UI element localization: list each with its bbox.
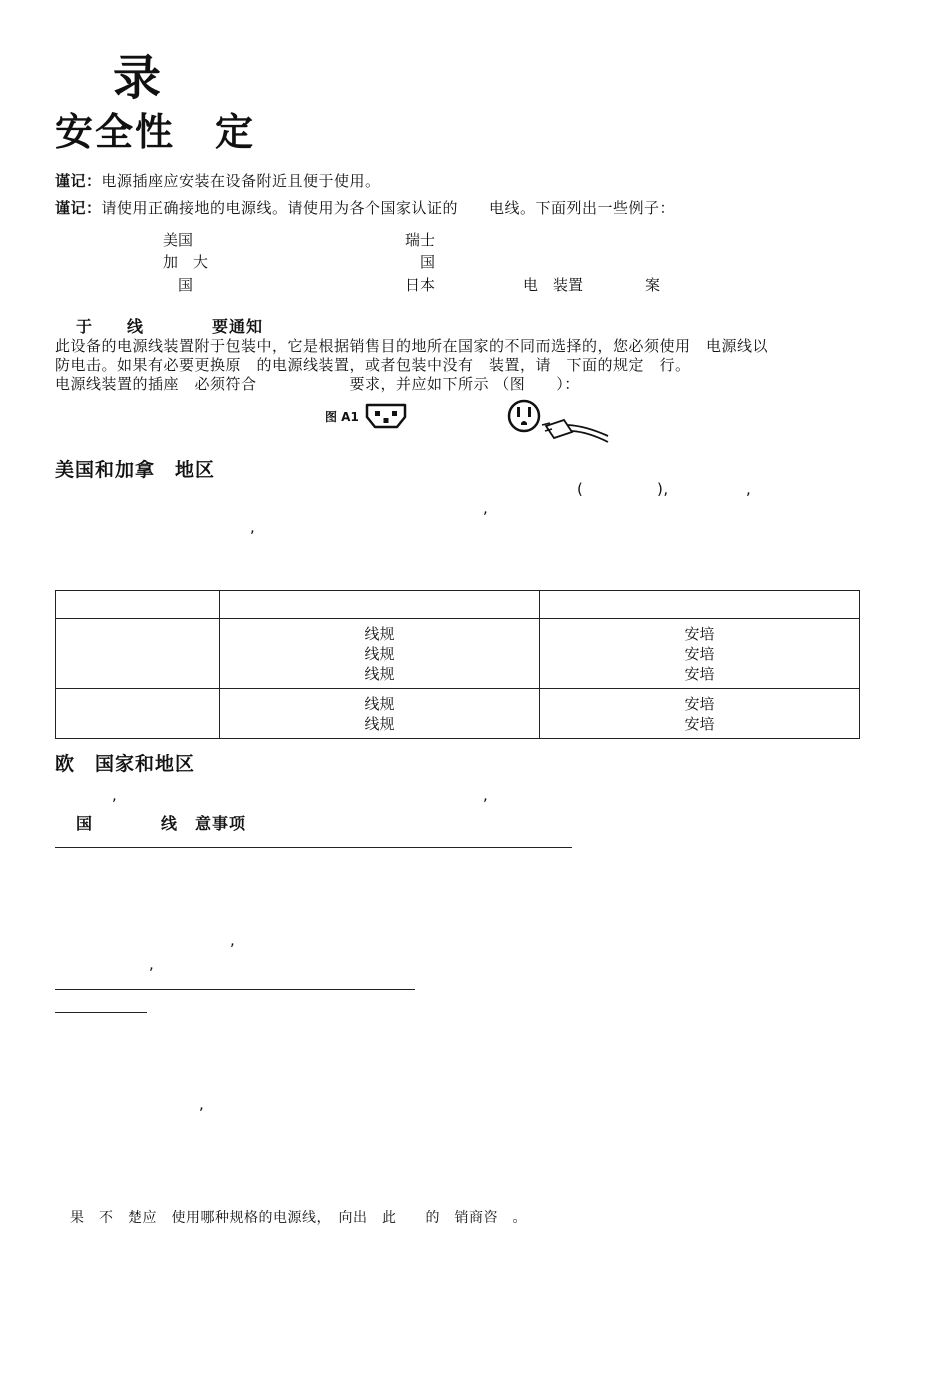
- iec-socket-icon: [364, 402, 408, 430]
- table-header-cell: [220, 591, 540, 619]
- us-comma-1: ,: [746, 480, 752, 498]
- ampere-value: 安培: [684, 714, 715, 733]
- power-notice-line-1: 此设备的电源线装置附于包装中，它是根据销售目的地所在国家的不同而选择的，您必须使用 电源线以: [55, 337, 769, 355]
- footer-note: 果 不 楚应 使用哪种规格的电源线， 向出 此 的 销商咨 。: [70, 1210, 527, 1226]
- note-2: [55, 197, 675, 218]
- table-row: [56, 619, 860, 689]
- table-row: [56, 689, 860, 739]
- table-header-cell: [56, 591, 220, 619]
- divider-line-short: [55, 1012, 147, 1013]
- ampere-value: 安培: [684, 694, 715, 713]
- country-left-2: 加 大: [163, 253, 209, 271]
- europe-comma-2: ,: [483, 786, 489, 804]
- power-notice-heading: 于 线 要通知: [76, 317, 264, 336]
- misc-comma-1: ,: [230, 931, 236, 949]
- country-right-3: 日本: [405, 276, 436, 294]
- gauge-value: 线规: [364, 664, 395, 683]
- power-notice-line-3: 电源线装置的插座 必须符合 要求，并应如下所示 （图 ）：: [55, 375, 580, 393]
- note-2-label: 谨记：: [55, 199, 102, 217]
- country-extra-1: 电 装置: [523, 276, 584, 294]
- ampere-value: 安培: [684, 624, 715, 643]
- table-cell-ampere: [540, 619, 860, 689]
- europe-heading: 欧 国家和地区: [55, 753, 196, 775]
- table-cell-gauge: [220, 689, 540, 739]
- cord-spec-table: [55, 590, 860, 739]
- misc-comma-3: ,: [199, 1095, 205, 1113]
- country-left-1: 美国: [163, 231, 194, 249]
- europe-sub-heading: 国 线 意事项: [76, 814, 247, 833]
- misc-comma-2: ,: [149, 955, 155, 973]
- europe-comma-1: ,: [112, 786, 118, 804]
- ampere-value: 安培: [684, 664, 715, 683]
- table-cell-ampere: [540, 689, 860, 739]
- section-divider: [55, 847, 572, 848]
- table-header-cell: [540, 591, 860, 619]
- note-1: [55, 170, 381, 191]
- gauge-value: 线规: [364, 624, 395, 643]
- country-right-2: 国: [405, 253, 436, 271]
- note-1-text: 电源插座应安装在设备附近且便于使用。: [101, 172, 381, 190]
- us-paren-open: (: [577, 480, 584, 498]
- gauge-value: 线规: [364, 714, 395, 733]
- table-cell-gauge: [220, 619, 540, 689]
- divider-line: [55, 989, 415, 990]
- figure-label: 图 A1: [325, 410, 359, 424]
- table-cell: [56, 689, 220, 739]
- country-left-3: 国: [163, 276, 194, 294]
- us-comma-3: ,: [250, 518, 256, 536]
- table-cell: [56, 619, 220, 689]
- us-paren-close: ),: [657, 480, 669, 498]
- note-2-text: 请使用正确接地的电源线。请使用为各个国家认证的 电线。下面列出一些例子：: [101, 199, 676, 217]
- page-title: 安全性 定: [55, 110, 256, 154]
- page-title-top: 录: [113, 50, 162, 106]
- us-canada-heading: 美国和加拿 地区: [55, 459, 216, 481]
- note-1-label: 谨记：: [55, 172, 102, 190]
- gauge-value: 线规: [364, 694, 395, 713]
- table-header-row: [56, 591, 860, 619]
- country-right-1: 瑞士: [405, 231, 436, 249]
- country-extra-2: 案: [645, 276, 661, 294]
- gauge-value: 线规: [364, 644, 395, 663]
- us-comma-2: ,: [483, 499, 489, 517]
- grounded-plug-icon: [506, 398, 610, 444]
- power-notice-line-2: 防电击。如果有必要更换原 的电源线装置，或者包装中没有 装置，请 下面的规定 行。: [55, 356, 691, 374]
- ampere-value: 安培: [684, 644, 715, 663]
